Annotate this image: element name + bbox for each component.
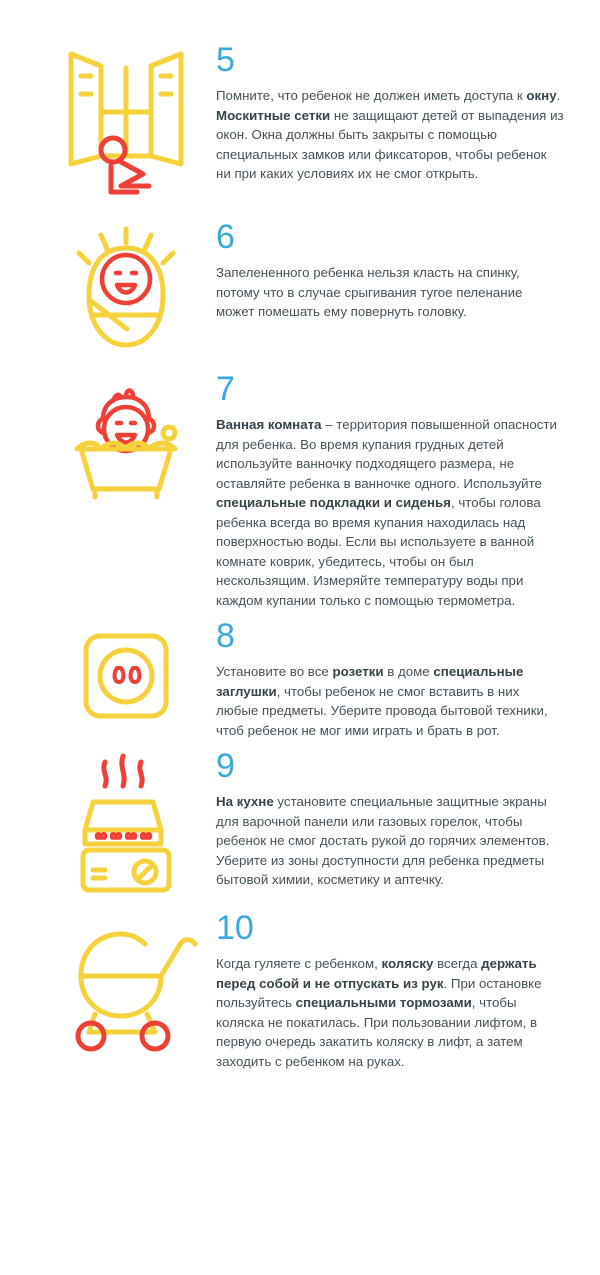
list-item (36, 746, 564, 902)
text-container (216, 908, 564, 1071)
item-number: 6 (216, 218, 235, 256)
icon-container (36, 40, 216, 211)
list-item (36, 908, 564, 1071)
item-number: 5 (216, 41, 235, 79)
icon-container (36, 217, 216, 363)
text-container (216, 746, 564, 890)
list-item (36, 616, 564, 740)
baby-in-bathtub-icon (51, 375, 201, 505)
item-paragraph: Помните, что ребенок не должен иметь доступа к окну. Москитные сетки не защищают детей от выпадения из окон. Окна должны быть закрыты с помощью специальных замков или фиксаторов, чтобы ребенок ни при каких условиях их не смог открыть. (216, 88, 564, 181)
icon-container (36, 908, 216, 1054)
item-number: 9 (216, 747, 235, 785)
list-item (36, 217, 564, 363)
item-paragraph: Когда гуляете с ребенком, коляску всегда держать перед собой и не отпускать из рук. При остановке пользуйтесь специальными тормозами, чтобы коляска не покатилась. При пользовании лифтом, в первую очередь закатить коляску в лифт, а затем заходить с ребенком на руках. (216, 956, 542, 1069)
icon-container (36, 746, 216, 902)
item-paragraph: На кухне установите специальные защитные экраны для варочной панели или газовых горелок, чтобы ребенок не смог достать рукой до горячих элементов. Уберите из зоны доступности для ребенка предметы бытовой химии, косметику и аптечку. (216, 794, 550, 887)
text-container (216, 40, 564, 184)
item-paragraph: Установите во все розетки в доме специальные заглушки, чтобы ребенок не смог вставить в них любые предметы. Уберите провода бытовой техники, чтоб ребенок не мог ими играть и брать в рот. (216, 664, 548, 738)
item-paragraph: Ванная комната – территория повышенной опасности для ребенка. Во время купания грудных детей используйте ванночку подходящего размера, не оставляйте ребенка в ванночке одного. Используйте специальные подкладки и сиденья, чтобы голова ребенка всегда во время купания находилась над поверхностью воды. Если вы используете в ванной комнате коврик, убедитесь, чтобы он был нескользящим. Измеряйте температуру воды при каждом купании только с помощью термометра. (216, 417, 557, 608)
item-number: 8 (216, 617, 235, 655)
baby-stroller-icon (51, 914, 201, 1054)
item-paragraph: Запелененного ребенка нельзя класть на спинку, потому что в случае срыгивания тугое пеленание может помешать ему повернуть головку. (216, 265, 523, 319)
text-container (216, 369, 564, 610)
item-number: 10 (216, 909, 254, 947)
list-item (36, 369, 564, 610)
item-number: 7 (216, 370, 235, 408)
swaddled-baby-icon (61, 223, 191, 363)
text-container (216, 217, 564, 322)
icon-container (36, 369, 216, 505)
stove-cooktop-icon (61, 752, 191, 902)
icon-container (36, 616, 216, 732)
list-item (36, 40, 564, 211)
open-window-with-child-icon (51, 46, 201, 211)
text-container (216, 616, 564, 740)
power-socket-icon (66, 622, 186, 732)
